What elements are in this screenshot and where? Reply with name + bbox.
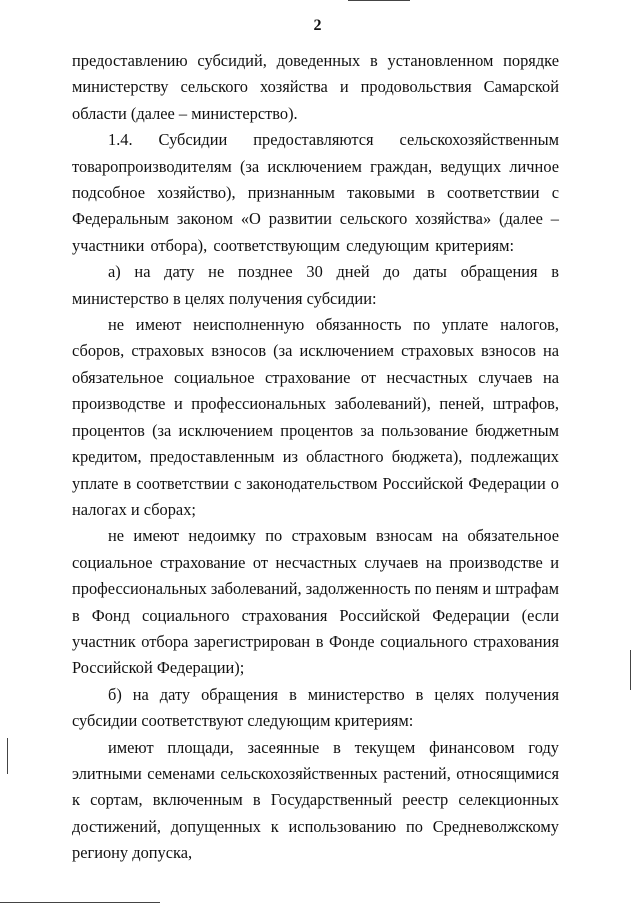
paragraph-no-insurance-arrears: не имеют недоимку по страховым взносам на обязательное социальное страхование от несчастных случаев на производстве и профессиональных заболеваний, задолженность по пеням и штрафам в Фонд социального страхования Российской Федерации (если участник отбора зарегистрирован в Фонде социального страхования Российской Федерации); [72,526,560,678]
paragraph-criteria-a: а) на дату не позднее 30 дней до даты обращения в министерство в целях получения субсидии: [72,262,559,308]
scan-edge-mark-left [7,738,8,774]
scan-edge-mark-top [348,0,410,1]
scan-edge-mark-right [630,650,631,690]
document-body [72,48,559,867]
paragraph-seeded-areas: имеют площади, засеянные в текущем финансовом году элитными семенами сельскохозяйственных растений, относящимися к сортам, включенным в Государственный реестр селекционных достижений, допущенных к использованию по Средневолжскому региону допуска, [72,737,559,863]
paragraph-no-tax-debt: не имеют неисполненную обязанность по уплате налогов, сборов, страховых взносов (за исключением страховых взносов на обязательное социальное страхование от несчастных случаев на производстве и профессиональных заболеваний), пеней, штрафов, процентов (за исключением процентов за пользование бюджетным кредитом, предоставленным из областного бюджета), подлежащих уплате в соответствии с законодательством Российской Федерации о налогах и сборах; [72,315,559,519]
paragraph-1-4: 1.4. Субсидии предоставляются сельскохозяйственным товаропроизводителям (за исключением граждан, ведущих личное подсобное хозяйство), признанным таковыми в соответствии с Федеральным законом «О развитии сельского хозяйства» (далее – участники отбора), соответствующим следующим критериям: [72,130,559,255]
paragraph-criteria-b: б) на дату обращения в министерство в целях получения субсидии соответствуют следующим критериям: [72,684,559,731]
scan-edge-mark-bottom [0,902,160,903]
paragraph-continuation: предоставлению субсидий, доведенных в установленном порядке министерству сельского хозяйства и продовольствия Самарской области (далее – министерство). [72,51,559,123]
page-number: 2 [313,17,322,34]
